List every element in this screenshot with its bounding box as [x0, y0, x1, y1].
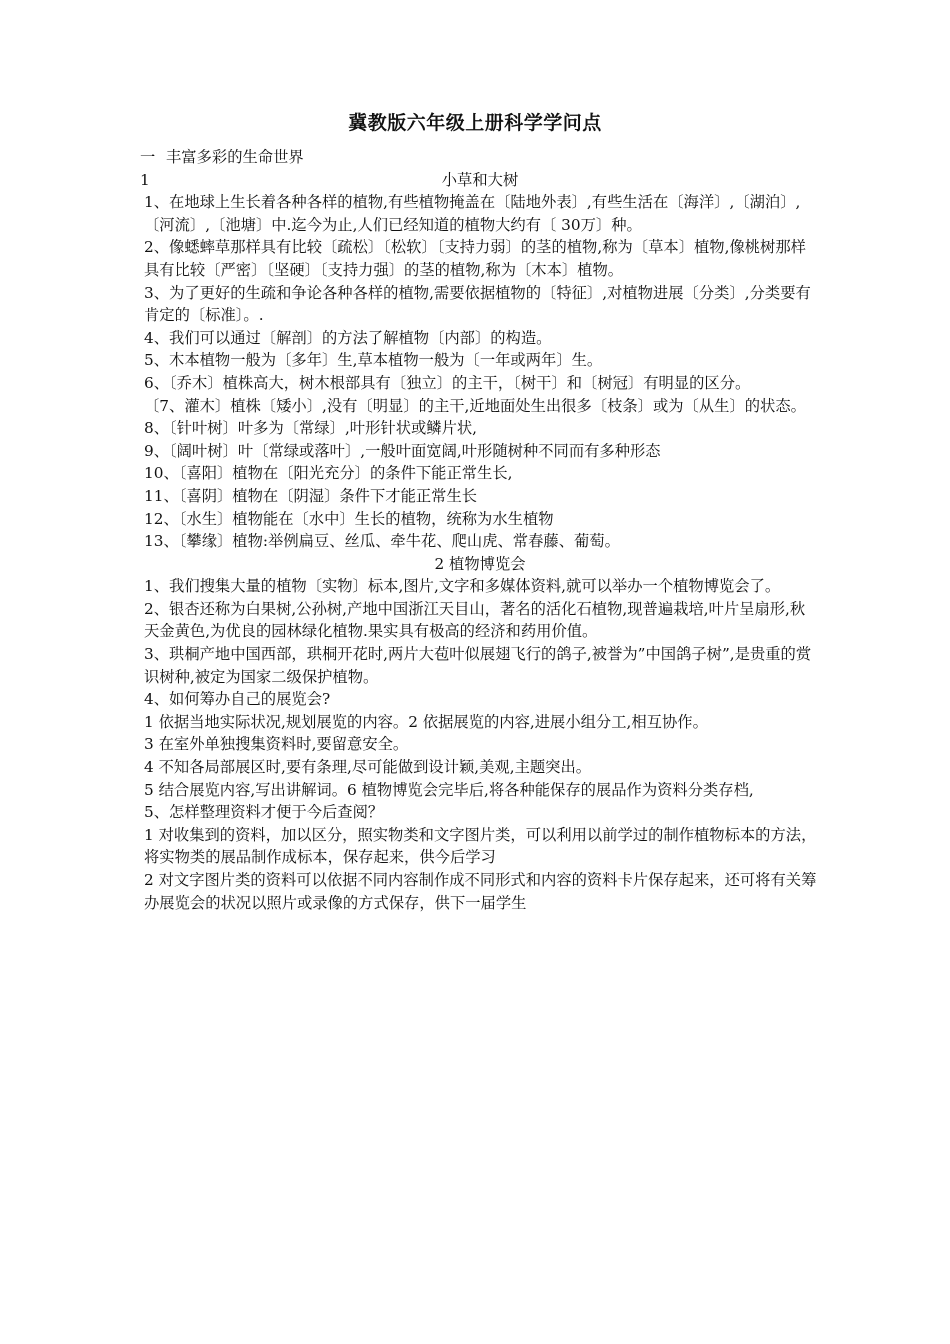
paragraph: 10、〔喜阳〕植物在〔阳光充分〕的条件下能正常生长,: [144, 464, 513, 483]
lesson-number: 1: [140, 170, 150, 189]
paragraph: 1 依据当地实际状况,规划展览的内容。2 依据展览的内容,进展小组分工,相互协作。: [144, 712, 708, 731]
paragraph: 1、我们搜集大量的植物〔实物〕标本,图片,文字和多媒体资料,就可以举办一个植物博览会了。: [144, 577, 781, 596]
chapter-number: 一: [140, 148, 156, 166]
document-title: 冀教版六年级上册科学学问点: [348, 112, 602, 134]
chapter-heading: [140, 146, 820, 169]
paragraph: 3 在室外单独搜集资料时,要留意安全。: [144, 735, 409, 754]
lesson-heading: [140, 169, 820, 192]
paragraph: 5、木本植物一般为〔多年〕生,草本植物一般为〔一年或两年〕生。: [144, 351, 603, 370]
paragraph: 2、银杏还称为白果树,公孙树,产地中国浙江天目山，著名的活化石植物,现普遍栽培,叶片呈扇形,秋天金黄色,为优良的园林绿化植物.果实具有极高的经济和药用价值。: [144, 599, 806, 641]
lesson-name: 小草和大树: [441, 170, 519, 189]
section-heading: 2 植物博览会: [434, 554, 526, 573]
paragraph: 2、像蟋蟀草那样具有比较〔疏松〕〔松软〕〔支持力弱〕的茎的植物,称为〔草本〕植物,像桃树那样具有比较〔严密〕〔坚硬〕〔支持力强〕的茎的植物,称为〔木本〕植物。: [144, 238, 806, 279]
chapter-name: 丰富多彩的生命世界: [166, 148, 304, 166]
paragraph: 3、为了更好的生疏和争论各种各样的植物,需要依据植物的〔特征〕,对植物进展〔分类〕,分类要有肯定的〔标准〕。.: [144, 283, 811, 325]
paragraph: 4 不知各局部展区时,要有条理,尽可能做到设计颖,美观,主题突出。: [144, 758, 592, 777]
paragraph: 12、〔水生〕植物能在〔水中〕生长的植物，统称为水生植物: [144, 509, 554, 528]
document-body: [140, 146, 820, 914]
paragraph: 11、〔喜阴〕植物在〔阴湿〕条件下才能正常生长: [144, 486, 478, 505]
paragraph: 1、在地球上生长着各种各样的植物,有些植物掩盖在〔陆地外表〕,有些生活在〔海洋〕,〔湖泊〕,〔河流〕,〔池塘〕中.迄今为止,人们已经知道的植物大约有〔 30万〕种。: [144, 193, 801, 234]
paragraph: 13、〔攀缘〕植物:举例扁豆、丝瓜、牵牛花、爬山虎、常春藤、葡萄。: [144, 532, 620, 551]
paragraph: 6、〔乔木〕植株高大，树木根部具有〔独立〕的主干，〔树干〕和〔树冠〕有明显的区分。: [144, 373, 751, 392]
paragraph: 5、怎样整理资料才便于今后查阅？: [144, 803, 384, 822]
paragraph: 1 对收集到的资料，加以区分，照实物类和文字图片类，可以利用以前学过的制作植物标本的方法，将实物类的展品制作成标本，保存起来，供今后学习: [144, 825, 817, 867]
paragraph: 2 对文字图片类的资料可以依据不同内容制作成不同形式和内容的资料卡片保存起来，还可将有关筹办展览会的状况以照片或录像的方式保存，供下一届学生: [144, 871, 817, 912]
paragraph: 5 结合展览内容,写出讲解词。6 植物博览会完毕后,将各种能保存的展品作为资料分类存档,: [144, 780, 754, 799]
paragraph: 〔7、灌木〕植株〔矮小〕,没有〔明显〕的主干,近地面处生出很多〔枝条〕或为〔从生〕的状态。: [144, 396, 806, 415]
paragraph: 4、如何筹办自己的展览会?: [144, 690, 331, 709]
paragraph: 9、〔阔叶树〕叶〔常绿或落叶〕,一般叶面宽阔,叶形随树种不同而有多种形态: [144, 441, 661, 460]
paragraph: 3、珙桐产地中国西部，珙桐开花时,两片大苞叶似展翅飞行的鸽子,被誉为”中国鸽子树”,是贵重的赏识树种,被定为国家二级保护植物。: [144, 645, 812, 686]
paragraph: 4、我们可以通过〔解剖〕的方法了解植物〔内部〕的构造。: [144, 328, 552, 347]
paragraph: 8、〔针叶树〕叶多为〔常绿〕,叶形针状或鳞片状,: [144, 419, 478, 438]
